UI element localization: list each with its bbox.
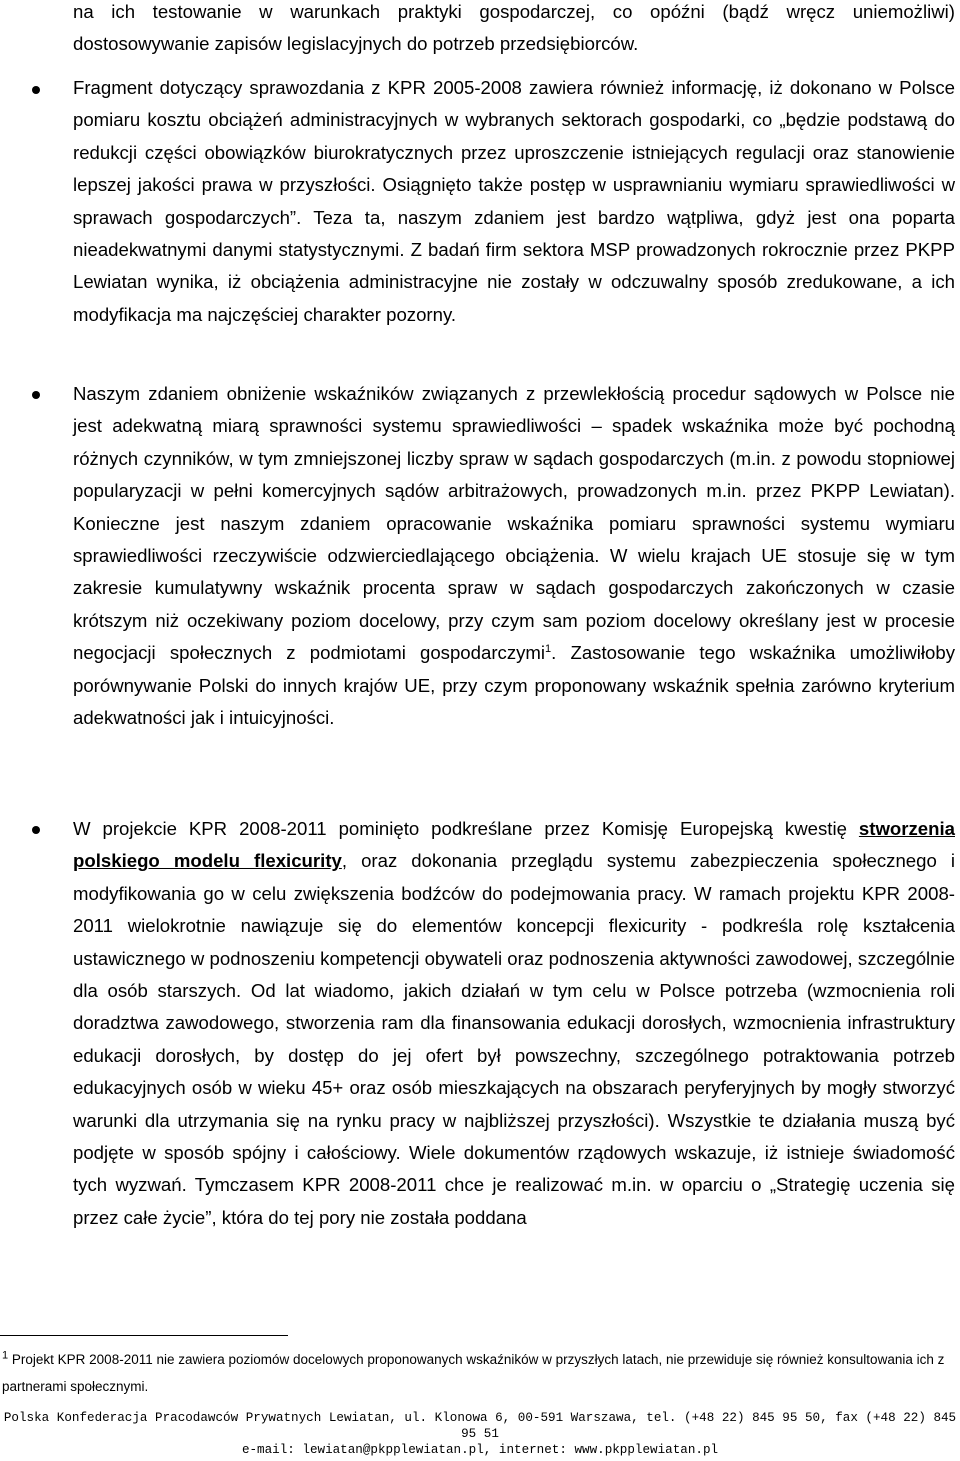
footer-address: Polska Konfederacja Pracodawców Prywatnych Lewiatan, ul. Klonowa 6, 00-591 Warszawa, tel. (+48 22) 845 95 50, fax (+48 22) 845 95 51 — [3, 1411, 957, 1441]
footnote-text: Projekt KPR 2008-2011 nie zawiera poziomów docelowych proponowanych wskaźników w przyszłych latach, nie przewiduje się również konsultowania ich z partnerami społecznymi. — [2, 1352, 945, 1394]
paragraph-kpr-report — [73, 72, 955, 331]
paragraph-flexicurity — [73, 813, 955, 1234]
page-footer — [0, 1410, 960, 1458]
footer-contact: e-mail: lewiatan@pkpplewiatan.pl, internet: www.pkpplewiatan.pl — [241, 1443, 719, 1457]
footnote — [2, 1346, 952, 1400]
paragraph-text: W projekcie KPR 2008-2011 pominięto podkreślane przez Komisję Europejską kwestię — [73, 818, 859, 839]
paragraph-text: Naszym zdaniem obniżenie wskaźników związanych z przewlekłością procedur sądowych w Polsce nie jest adekwatną miarą sprawności systemu sprawiedliwości – spadek wskaźnika może być pochodną różnych czynników, w tym zmniejszonej liczby spraw w sądach gospodarczych (m.in. z powodu stopniowej popularyzacji w pełni komercyjnych sądów arbitrażowych, prowadzonych m.in. przez PKPP Lewiatan). Konieczne jest naszym zdaniem opracowanie wskaźnika pomiaru sprawności systemu wymiaru sprawiedliwości rzeczywiście odzwierciedlającego obciążenia. W wielu krajach UE stosuje się w tym zakresie kumulatywny wskaźnik procenta spraw w sądach gospodarczych zakończonych w czasie krótszym niż oczekiwany poziom docelowy, przy czym sam poziom docelowy określany jest w procesie negocjacji społecznych z podmiotami gospodarczymi — [73, 383, 955, 664]
footnote-marker: 1 — [2, 1349, 9, 1362]
underlined-phrase: stworzenia polskiego modelu flexicurity — [73, 818, 955, 872]
paragraph-text: na ich testowanie w warunkach praktyki gospodarczej, co opóźni (bądź wręcz uniemożliwi) dostosowywanie zapisów legislacyjnych do potrzeb przedsiębiorców. — [73, 1, 955, 55]
paragraph-text: , oraz dokonania przeglądu systemu zabezpieczenia społecznego i modyfikowania go w celu zwiększenia bodźców do podejmowania pracy. W ramach projektu KPR 2008-2011 wielokrotnie nawiązuje się do elementów koncepcji flexicurity - podkreśla rolę kształcenia ustawicznego w podnoszeniu kompetencji obywateli oraz podnoszenia aktywności zawodowej, szczególnie dla osób starszych. Od lat wiadomo, jakich działań w tym celu w Polsce potrzeba (wzmocnienia roli doradztwa zawodowego, stworzenia ram dla finansowania edukacji dorosłych, wzmocnienia infrastruktury edukacji dorosłych, by dostęp do jej ofert był powszechny, szczególnego potraktowania potrzeb edukacyjnych osób w wieku 45+ oraz osób mieszkających na obszarach peryferyjnych by mogły stworzyć warunki dla utrzymania się na rynku pracy w najbliższej przyszłości). Wszystkie te działania muszą być podjęte w sposób spójny i całościowy. Wiele dokumentów rządowych wskazuje, iż istnieje świadomość tych wyzwań. Tymczasem KPR 2008-2011 chce je realizować m.in. w oparciu o „Strategię uczenia się przez całe życie”, która do tej pory nie została poddana — [73, 850, 956, 1228]
paragraph-court-indicators — [73, 378, 955, 734]
bullet-point — [32, 86, 40, 94]
paragraph-text: Fragment dotyczący sprawozdania z KPR 2005-2008 zawiera również informację, iż dokonano w Polsce pomiaru kosztu obciążeń administracyjnych w wybranych sektorach gospodarki, co „będzie podstawą do redukcji części obowiązków biurokratycznych przez uproszczenie istniejących regulacji oraz stanowienie lepszej jakości prawa w przyszłości. Osiągnięto także postęp w usprawnianiu wymiaru sprawiedliwości w sprawach gospodarczych”. Teza ta, naszym zdaniem jest bardzo wątpliwa, gdyż jest ona poparta nieadekwatnymi danymi statystycznymi. Z badań firm sektora MSP prowadzonych rokrocznie przez PKPP Lewiatan wynika, iż obciążenia administracyjne nie zostały w odczuwalny sposób zredukowane, a ich modyfikacja ma najczęściej charakter pozorny. — [73, 77, 955, 325]
paragraph-text: . Zastosowanie tego wskaźnika umożliwiłoby porównywanie Polski do innych krajów UE, przy czym proponowany wskaźnik spełnia zarówno kryterium adekwatności jak i intuicyjności. — [73, 642, 955, 729]
bullet-point — [32, 826, 40, 834]
footnote-reference[interactable]: 1 — [545, 643, 552, 656]
footnote-divider — [0, 1335, 288, 1336]
paragraph-continuation — [73, 0, 955, 61]
bullet-point — [32, 391, 40, 399]
